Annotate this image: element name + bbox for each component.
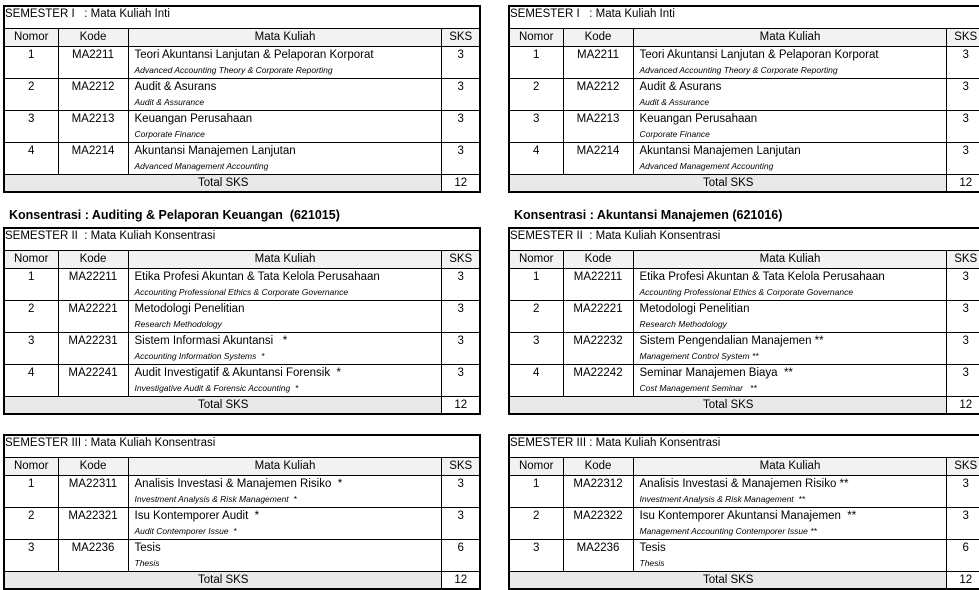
table-title: SEMESTER III : Mata Kuliah Konsentrasi <box>509 435 979 457</box>
table-row <box>4 332 480 364</box>
table-title-row <box>4 435 480 457</box>
cell-kode: MA22211 <box>563 268 633 300</box>
course-name: Keuangan Perusahaan <box>134 112 253 125</box>
col-header-kode: Kode <box>58 250 128 268</box>
course-name: Isu Kontemporer Akuntansi Manajemen ** <box>639 509 857 522</box>
cell-mata-kuliah <box>633 332 947 364</box>
cell-nomor: 3 <box>4 332 58 364</box>
cell-kode: MA2236 <box>563 539 633 571</box>
cell-mata-kuliah <box>633 78 947 110</box>
semester3-table <box>3 434 481 590</box>
cell-nomor: 1 <box>4 268 58 300</box>
course-subtitle: Investigative Audit & Forensic Accounting * <box>134 382 299 393</box>
table-row <box>4 300 480 332</box>
course-name: Tesis <box>134 541 161 554</box>
cell-kode: MA2214 <box>58 142 128 174</box>
cell-nomor: 4 <box>4 364 58 396</box>
cell-kode: MA2213 <box>563 110 633 142</box>
course-subtitle: Advanced Management Accounting <box>134 160 269 171</box>
total-sks-value: 12 <box>947 571 979 589</box>
cell-kode: MA22232 <box>563 332 633 364</box>
cell-nomor: 2 <box>4 78 58 110</box>
cell-sks: 3 <box>442 46 480 78</box>
cell-nomor: 3 <box>509 110 563 142</box>
table-header-row <box>509 250 979 268</box>
course-name: Seminar Manajemen Biaya ** <box>639 366 793 379</box>
course-subtitle: Management Accounting Contemporer Issue ** <box>639 525 817 536</box>
semester2-table <box>3 227 481 415</box>
cell-mata-kuliah <box>128 110 442 142</box>
col-header-nomor: Nomor <box>509 457 563 475</box>
course-name: Analisis Investasi & Manajemen Risiko * <box>134 477 343 490</box>
col-header-mata-kuliah: Mata Kuliah <box>128 250 442 268</box>
cell-sks: 3 <box>442 507 480 539</box>
cell-nomor: 3 <box>509 539 563 571</box>
col-header-nomor: Nomor <box>4 250 58 268</box>
table-row <box>509 364 979 396</box>
cell-kode: MA22221 <box>58 300 128 332</box>
course-subtitle: Management Control System ** <box>639 350 759 361</box>
table-row <box>4 507 480 539</box>
cell-sks: 3 <box>947 110 979 142</box>
course-subtitle: Advanced Accounting Theory & Corporate Reporting <box>639 64 838 75</box>
cell-mata-kuliah <box>128 78 442 110</box>
cell-nomor: 4 <box>509 364 563 396</box>
table-row <box>4 142 480 174</box>
cell-sks: 3 <box>442 142 480 174</box>
col-header-nomor: Nomor <box>4 457 58 475</box>
table-row <box>509 539 979 571</box>
table-title-row <box>509 228 979 250</box>
total-label: Total SKS <box>509 396 947 414</box>
total-label: Total SKS <box>509 174 947 192</box>
cell-kode: MA22221 <box>563 300 633 332</box>
cell-nomor: 2 <box>4 300 58 332</box>
cell-mata-kuliah <box>633 364 947 396</box>
table-row <box>4 475 480 507</box>
table-row <box>4 110 480 142</box>
table-row <box>509 268 979 300</box>
col-header-kode: Kode <box>563 250 633 268</box>
cell-nomor: 2 <box>509 78 563 110</box>
cell-kode: MA2212 <box>58 78 128 110</box>
col-header-sks: SKS <box>442 28 480 46</box>
cell-sks: 3 <box>442 110 480 142</box>
cell-sks: 3 <box>442 78 480 110</box>
total-sks-value: 12 <box>947 396 979 414</box>
course-name: Metodologi Penelitian <box>134 302 245 315</box>
cell-sks: 3 <box>947 46 979 78</box>
total-sks-value: 12 <box>442 396 480 414</box>
table-header-row <box>509 457 979 475</box>
course-subtitle: Research Methodology <box>134 318 222 329</box>
course-subtitle: Accounting Information Systems * <box>134 350 265 361</box>
table-title: SEMESTER III : Mata Kuliah Konsentrasi <box>4 435 480 457</box>
cell-kode: MA2211 <box>563 46 633 78</box>
col-header-kode: Kode <box>58 28 128 46</box>
col-header-mata-kuliah: Mata Kuliah <box>633 28 947 46</box>
table-row <box>509 300 979 332</box>
course-name: Sistem Pengendalian Manajemen ** <box>639 334 824 347</box>
course-subtitle: Research Methodology <box>639 318 727 329</box>
cell-mata-kuliah <box>128 300 442 332</box>
cell-mata-kuliah <box>128 268 442 300</box>
table-row <box>4 78 480 110</box>
total-label: Total SKS <box>509 571 947 589</box>
total-row <box>509 571 979 589</box>
table-row <box>509 332 979 364</box>
cell-sks: 3 <box>947 268 979 300</box>
col-header-nomor: Nomor <box>509 28 563 46</box>
cell-mata-kuliah <box>128 507 442 539</box>
table-row <box>509 110 979 142</box>
course-name: Etika Profesi Akuntan & Tata Kelola Perusahaan <box>134 270 380 283</box>
course-subtitle: Advanced Accounting Theory & Corporate Reporting <box>134 64 333 75</box>
course-name: Keuangan Perusahaan <box>639 112 758 125</box>
course-name: Analisis Investasi & Manajemen Risiko ** <box>639 477 849 490</box>
cell-mata-kuliah <box>633 539 947 571</box>
course-subtitle: Corporate Finance <box>639 128 710 139</box>
cell-mata-kuliah <box>633 110 947 142</box>
semester3-table <box>508 434 979 590</box>
cell-sks: 3 <box>442 475 480 507</box>
cell-sks: 3 <box>947 142 979 174</box>
course-name: Etika Profesi Akuntan & Tata Kelola Perusahaan <box>639 270 885 283</box>
semester2-table <box>508 227 979 415</box>
cell-nomor: 1 <box>509 46 563 78</box>
course-subtitle: Corporate Finance <box>134 128 205 139</box>
col-header-mata-kuliah: Mata Kuliah <box>633 250 947 268</box>
total-label: Total SKS <box>4 571 442 589</box>
table-row <box>509 46 979 78</box>
cell-nomor: 3 <box>4 539 58 571</box>
col-header-mata-kuliah: Mata Kuliah <box>633 457 947 475</box>
total-row <box>509 174 979 192</box>
course-name: Sistem Informasi Akuntansi * <box>134 334 288 347</box>
cell-sks: 6 <box>947 539 979 571</box>
course-name: Audit & Asurans <box>134 80 217 93</box>
table-title-row <box>509 435 979 457</box>
table-title-row <box>4 6 480 28</box>
table-row <box>4 539 480 571</box>
total-label: Total SKS <box>4 396 442 414</box>
cell-mata-kuliah <box>633 475 947 507</box>
total-label: Total SKS <box>4 174 442 192</box>
table-row <box>509 78 979 110</box>
cell-sks: 3 <box>947 475 979 507</box>
course-subtitle: Investment Analysis & Risk Management ** <box>639 493 806 504</box>
table-header-row <box>4 250 480 268</box>
table-row <box>4 46 480 78</box>
course-subtitle: Thesis <box>134 557 160 568</box>
col-header-kode: Kode <box>58 457 128 475</box>
col-header-sks: SKS <box>947 28 979 46</box>
cell-kode: MA2211 <box>58 46 128 78</box>
table-header-row <box>509 28 979 46</box>
cell-mata-kuliah <box>128 475 442 507</box>
cell-nomor: 2 <box>509 300 563 332</box>
panel-auditing-pelaporan-keuangan <box>3 5 481 590</box>
col-header-sks: SKS <box>442 250 480 268</box>
semester1-table <box>508 5 979 193</box>
cell-sks: 3 <box>947 364 979 396</box>
table-title-row <box>4 228 480 250</box>
cell-nomor: 1 <box>4 46 58 78</box>
cell-sks: 3 <box>442 364 480 396</box>
course-subtitle: Accounting Professional Ethics & Corporate Governance <box>639 286 854 297</box>
course-name: Audit Investigatif & Akuntansi Forensik * <box>134 366 341 379</box>
cell-kode: MA22312 <box>563 475 633 507</box>
course-subtitle: Audit & Assurance <box>639 96 710 107</box>
cell-kode: MA2214 <box>563 142 633 174</box>
cell-sks: 3 <box>442 300 480 332</box>
cell-kode: MA2212 <box>563 78 633 110</box>
cell-kode: MA22241 <box>58 364 128 396</box>
cell-mata-kuliah <box>633 142 947 174</box>
col-header-mata-kuliah: Mata Kuliah <box>128 457 442 475</box>
col-header-sks: SKS <box>947 250 979 268</box>
course-subtitle: Accounting Professional Ethics & Corporate Governance <box>134 286 349 297</box>
cell-mata-kuliah <box>633 507 947 539</box>
panel-akuntansi-manajemen <box>508 5 979 590</box>
cell-mata-kuliah <box>633 268 947 300</box>
cell-kode: MA22322 <box>563 507 633 539</box>
table-row <box>4 364 480 396</box>
cell-nomor: 1 <box>4 475 58 507</box>
course-name: Akuntansi Manajemen Lanjutan <box>639 144 801 157</box>
course-subtitle: Investment Analysis & Risk Management * <box>134 493 297 504</box>
cell-nomor: 3 <box>4 110 58 142</box>
table-title: SEMESTER II : Mata Kuliah Konsentrasi <box>509 228 979 250</box>
cell-nomor: 1 <box>509 268 563 300</box>
total-row <box>509 396 979 414</box>
cell-kode: MA2236 <box>58 539 128 571</box>
cell-nomor: 2 <box>509 507 563 539</box>
cell-kode: MA22211 <box>58 268 128 300</box>
course-subtitle: Audit Contemporer Issue * <box>134 525 237 536</box>
cell-mata-kuliah <box>128 46 442 78</box>
course-subtitle: Thesis <box>639 557 665 568</box>
cell-sks: 3 <box>947 78 979 110</box>
cell-kode: MA2213 <box>58 110 128 142</box>
semester1-table <box>3 5 481 193</box>
cell-mata-kuliah <box>128 364 442 396</box>
course-name: Teori Akuntansi Lanjutan & Pelaporan Korporat <box>134 48 374 61</box>
col-header-sks: SKS <box>947 457 979 475</box>
total-row <box>4 174 480 192</box>
course-name: Audit & Asurans <box>639 80 722 93</box>
total-row <box>4 571 480 589</box>
course-name: Metodologi Penelitian <box>639 302 750 315</box>
course-subtitle: Cost Management Seminar ** <box>639 382 757 393</box>
table-row <box>509 507 979 539</box>
cell-kode: MA22321 <box>58 507 128 539</box>
table-title: SEMESTER II : Mata Kuliah Konsentrasi <box>4 228 480 250</box>
table-title: SEMESTER I : Mata Kuliah Inti <box>4 6 480 28</box>
total-sks-value: 12 <box>947 174 979 192</box>
total-row <box>4 396 480 414</box>
course-subtitle: Audit & Assurance <box>134 96 205 107</box>
concentration-heading: Konsentrasi : Akuntansi Manajemen (621016) <box>514 208 783 222</box>
table-header-row <box>4 28 480 46</box>
cell-mata-kuliah <box>128 142 442 174</box>
cell-sks: 3 <box>947 300 979 332</box>
cell-nomor: 4 <box>4 142 58 174</box>
course-name: Tesis <box>639 541 666 554</box>
table-header-row <box>4 457 480 475</box>
course-name: Teori Akuntansi Lanjutan & Pelaporan Korporat <box>639 48 879 61</box>
cell-mata-kuliah <box>633 46 947 78</box>
col-header-kode: Kode <box>563 457 633 475</box>
cell-sks: 3 <box>442 332 480 364</box>
cell-mata-kuliah <box>633 300 947 332</box>
cell-nomor: 2 <box>4 507 58 539</box>
col-header-kode: Kode <box>563 28 633 46</box>
course-subtitle: Advanced Management Accounting <box>639 160 774 171</box>
cell-nomor: 3 <box>509 332 563 364</box>
table-row <box>509 475 979 507</box>
table-row <box>509 142 979 174</box>
concentration-heading: Konsentrasi : Auditing & Pelaporan Keuangan (621015) <box>9 208 340 222</box>
table-title-row <box>509 6 979 28</box>
col-header-mata-kuliah: Mata Kuliah <box>128 28 442 46</box>
table-row <box>4 268 480 300</box>
cell-sks: 6 <box>442 539 480 571</box>
cell-kode: MA22242 <box>563 364 633 396</box>
cell-nomor: 1 <box>509 475 563 507</box>
cell-kode: MA22231 <box>58 332 128 364</box>
course-name: Akuntansi Manajemen Lanjutan <box>134 144 296 157</box>
table-title: SEMESTER I : Mata Kuliah Inti <box>509 6 979 28</box>
cell-sks: 3 <box>442 268 480 300</box>
cell-kode: MA22311 <box>58 475 128 507</box>
cell-sks: 3 <box>947 332 979 364</box>
total-sks-value: 12 <box>442 571 480 589</box>
cell-mata-kuliah <box>128 539 442 571</box>
cell-nomor: 4 <box>509 142 563 174</box>
cell-sks: 3 <box>947 507 979 539</box>
course-name: Isu Kontemporer Audit * <box>134 509 260 522</box>
col-header-sks: SKS <box>442 457 480 475</box>
cell-mata-kuliah <box>128 332 442 364</box>
col-header-nomor: Nomor <box>509 250 563 268</box>
col-header-nomor: Nomor <box>4 28 58 46</box>
total-sks-value: 12 <box>442 174 480 192</box>
